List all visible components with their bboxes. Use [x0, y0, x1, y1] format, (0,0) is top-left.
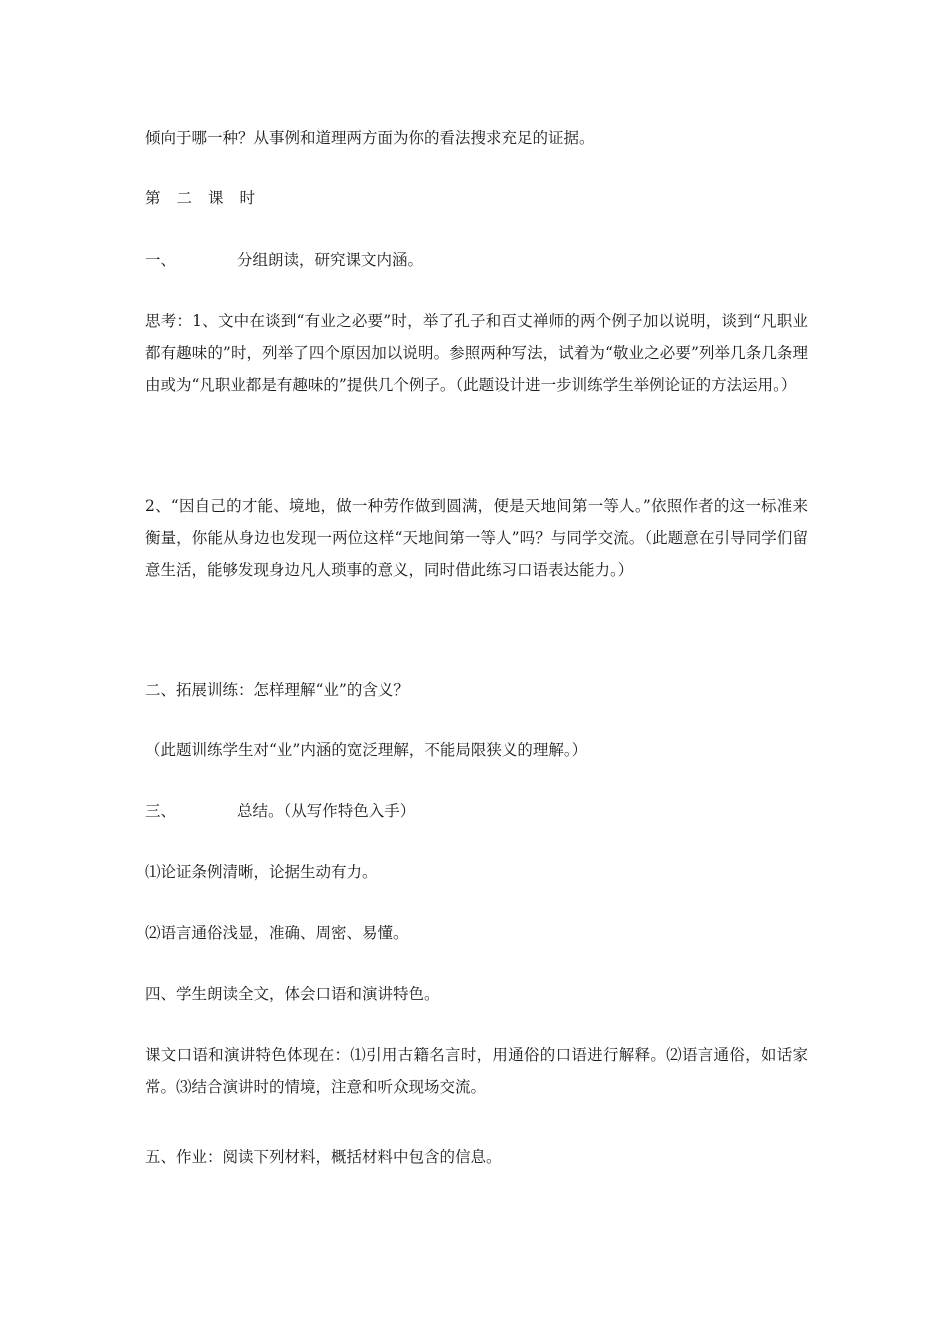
section-four-heading: 四、学生朗读全文，体会口语和演讲特色。: [145, 985, 440, 1003]
section-number: 三、: [145, 802, 177, 820]
section-three-heading: [145, 795, 808, 827]
intro-paragraph: 倾向于哪一种？从事例和道理两方面为你的看法搜求充足的证据。: [145, 129, 595, 147]
section-number: 一、: [145, 251, 177, 269]
lesson-title-char: 课: [208, 189, 224, 207]
section-five-heading: 五、作业：阅读下列材料，概括材料中包含的信息。: [145, 1148, 502, 1166]
section-two-note: （此题训练学生对“业”内涵的宽泛理解，不能局限狭义的理解。）: [145, 741, 588, 759]
summary-point-two: ⑵语言通俗浅显，准确、周密、易懂。: [145, 924, 409, 942]
summary-point-one: ⑴论证条例清晰，论据生动有力。: [145, 863, 378, 881]
section-text: 总结。（从写作特色入手）: [237, 802, 416, 820]
section-text: 分组朗读，研究课文内涵。: [237, 251, 424, 269]
section-two-heading: 二、拓展训练：怎样理解“业”的含义？: [145, 681, 409, 699]
lesson-title-char: 二: [176, 189, 193, 207]
section-one-heading: [145, 244, 808, 276]
lesson-title-char: 第: [145, 189, 161, 207]
lesson-title-char: 时: [239, 189, 256, 207]
section-four-body: 课文口语和演讲特色体现在：⑴引用古籍名言时，用通俗的口语进行解释。⑵语言通俗，如话家常。⑶结合演讲时的情境，注意和听众现场交流。: [145, 1046, 808, 1096]
question-two: 2、“因自己的才能、境地，做一种劳作做到圆满，便是天地间第一等人。”依照作者的这一标准来衡量，你能从身边也发现一两位这样“天地间第一等人”吗？与同学交流。（此题意在引导同学们留意生活，能够发现身边凡人琐事的意义，同时借此练习口语表达能力。）: [145, 497, 808, 579]
lesson-title: [145, 182, 808, 214]
question-one: 思考：1、文中在谈到“有业之必要”时，举了孔子和百丈禅师的两个例子加以说明，谈到“凡职业都有趣味的”时，列举了四个原因加以说明。参照两种写法，试着为“敬业之必要”列举几条几条理由或为“凡职业都是有趣味的”提供几个例子。（此题设计进一步训练学生举例论证的方法运用。）: [145, 312, 808, 394]
